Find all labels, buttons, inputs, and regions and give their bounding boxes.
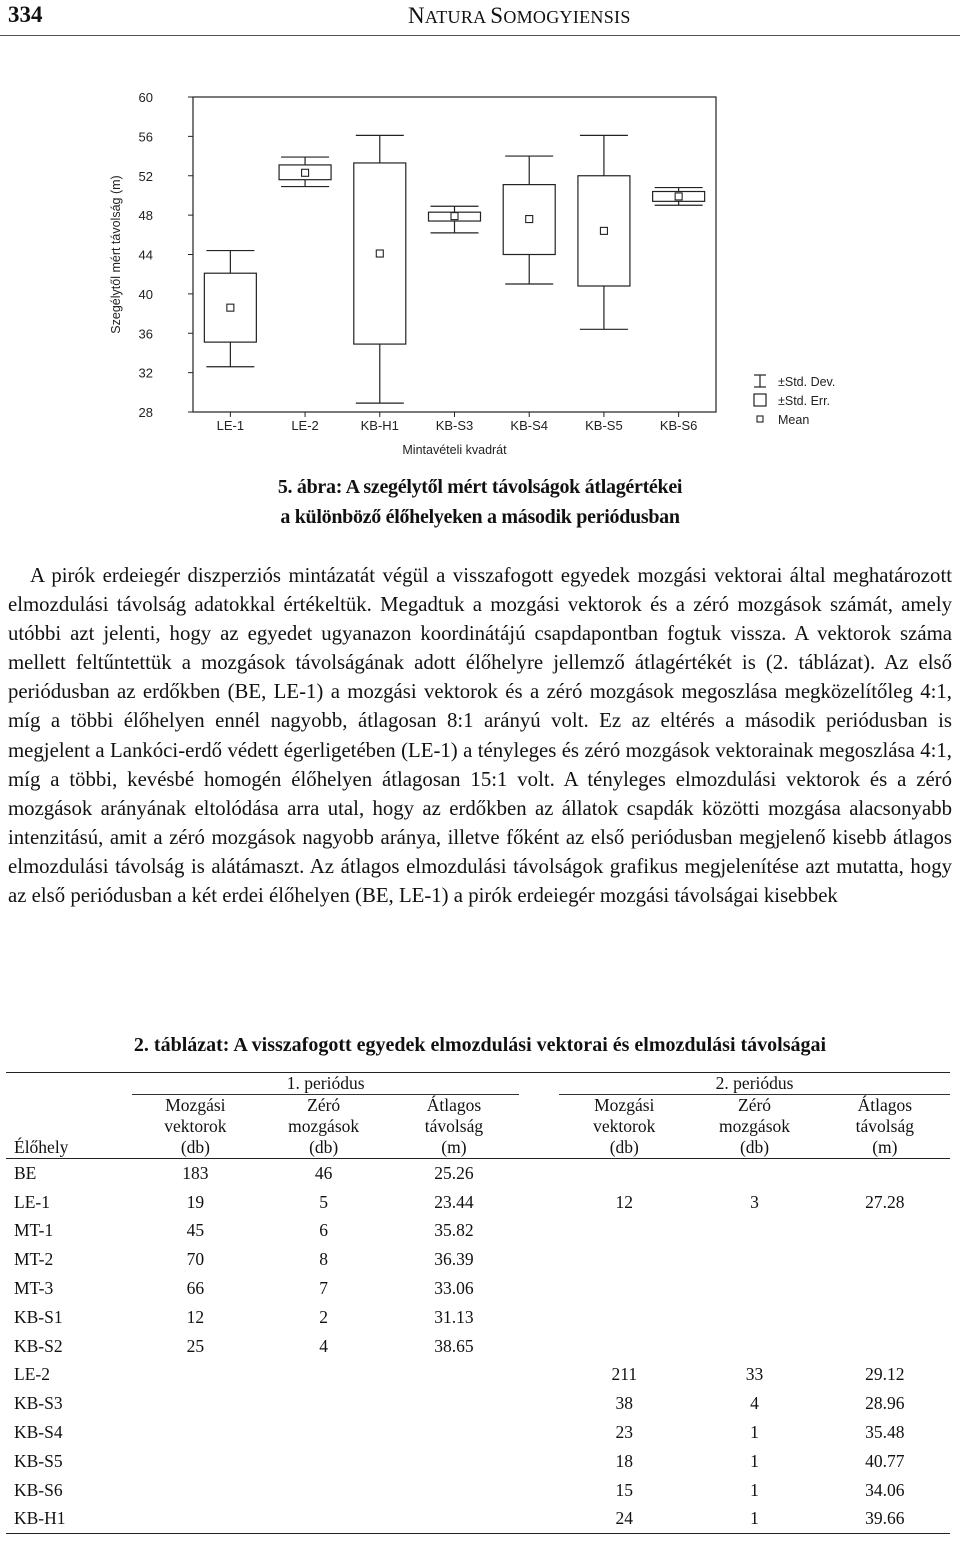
period-1-header: 1. periódus bbox=[132, 1073, 519, 1095]
cell-p1-zero bbox=[259, 1447, 389, 1476]
journal-title bbox=[408, 3, 631, 29]
table-row bbox=[6, 1505, 950, 1534]
table-row bbox=[6, 1217, 950, 1246]
cell-p2-zero: 1 bbox=[750, 1422, 759, 1443]
col-zero-header: (db) bbox=[259, 1137, 389, 1159]
cell-p2-vectors bbox=[559, 1159, 689, 1188]
y-tick-label: 52 bbox=[138, 168, 153, 184]
gap bbox=[519, 1274, 559, 1303]
cell-p2-avg: 29.12 bbox=[865, 1364, 905, 1385]
cell-p2-vectors bbox=[559, 1245, 689, 1274]
col-vectors-header: vektorok bbox=[164, 1116, 227, 1136]
journal-title-part-2: OMOGYIENSIS bbox=[503, 7, 631, 27]
cell-p2-zero: 1 bbox=[750, 1479, 759, 1500]
mean-marker bbox=[376, 250, 383, 257]
col-avg-header: Átlagos bbox=[426, 1095, 482, 1115]
header-cell-gap bbox=[519, 1116, 559, 1137]
cell-p2-avg: 28.96 bbox=[865, 1393, 905, 1414]
y-tick-label: 28 bbox=[138, 405, 153, 420]
cell-p2-vectors: 15 bbox=[615, 1479, 634, 1500]
cell-p1-zero: 4 bbox=[319, 1335, 329, 1356]
cell-habitat: KB-S4 bbox=[14, 1422, 63, 1443]
cell-p2-zero: 3 bbox=[750, 1191, 759, 1212]
cell-p1-avg bbox=[389, 1505, 519, 1534]
figure-caption-line-2: a különböző élőhelyeken a második periódusban bbox=[280, 506, 680, 528]
gap bbox=[519, 1245, 559, 1274]
data-table bbox=[6, 1072, 950, 1534]
mean-marker bbox=[675, 193, 682, 200]
table-header-row-1 bbox=[6, 1095, 950, 1117]
cell-p1-avg bbox=[389, 1476, 519, 1505]
x-tick-label: KB-S3 bbox=[435, 418, 474, 433]
cell-p2-zero: 33 bbox=[745, 1364, 764, 1385]
page-header bbox=[0, 0, 960, 36]
gap bbox=[519, 1418, 559, 1447]
gap bbox=[519, 1505, 559, 1534]
cell-p1-zero bbox=[259, 1418, 389, 1447]
gap bbox=[519, 1447, 559, 1476]
cell-p2-zero: 1 bbox=[750, 1450, 759, 1471]
y-tick-label: 44 bbox=[138, 247, 153, 263]
col-vectors-header: (db) bbox=[132, 1137, 258, 1159]
cell-p1-zero bbox=[259, 1389, 389, 1418]
gap bbox=[519, 1188, 559, 1217]
y-tick-label: 60 bbox=[138, 90, 153, 105]
header-cell-gap bbox=[519, 1073, 559, 1095]
table-title: 2. táblázat: A visszafogott egyedek elmozdulási vektorai és elmozdulási távolságai bbox=[133, 1034, 827, 1056]
y-tick-label: 32 bbox=[138, 365, 153, 381]
plot-frame bbox=[193, 97, 716, 412]
x-tick-label: LE-2 bbox=[291, 418, 319, 433]
cell-p1-avg: 25.26 bbox=[434, 1162, 474, 1183]
y-tick-label: 40 bbox=[138, 286, 153, 302]
table-row bbox=[6, 1447, 950, 1476]
cell-p1-zero: 2 bbox=[319, 1306, 329, 1327]
cell-habitat: MT-2 bbox=[14, 1249, 54, 1270]
header-cell-gap bbox=[519, 1095, 559, 1117]
cell-habitat: LE-2 bbox=[14, 1364, 50, 1385]
cell-p2-zero bbox=[689, 1217, 819, 1246]
cell-p2-zero bbox=[689, 1303, 819, 1332]
journal-title-initial-2: S bbox=[490, 3, 504, 28]
cell-p1-vectors: 12 bbox=[186, 1306, 205, 1327]
cell-p1-vectors: 66 bbox=[186, 1278, 205, 1299]
cell-p2-zero bbox=[689, 1332, 819, 1361]
cell-habitat: KB-S1 bbox=[14, 1306, 63, 1327]
header-cell-empty bbox=[6, 1073, 132, 1095]
page-number: 334 bbox=[8, 2, 43, 27]
cell-p1-vectors bbox=[132, 1476, 258, 1505]
cell-p2-zero bbox=[689, 1245, 819, 1274]
col-avg-header: (m) bbox=[389, 1137, 519, 1159]
gap bbox=[519, 1332, 559, 1361]
cell-p2-vectors: 18 bbox=[615, 1450, 634, 1471]
cell-p1-zero: 6 bbox=[319, 1220, 329, 1241]
table-row bbox=[6, 1188, 950, 1217]
col-avg-header: távolság bbox=[424, 1116, 484, 1136]
cell-p1-avg bbox=[389, 1389, 519, 1418]
cell-p1-zero: 5 bbox=[319, 1191, 329, 1212]
header-cell-empty bbox=[6, 1095, 132, 1117]
table-body bbox=[6, 1159, 950, 1534]
table-row bbox=[6, 1389, 950, 1418]
col-habitat-header: Élőhely bbox=[6, 1137, 132, 1159]
cell-p1-vectors bbox=[132, 1447, 258, 1476]
cell-p2-vectors: 38 bbox=[615, 1393, 634, 1414]
cell-p1-avg: 23.44 bbox=[434, 1191, 474, 1212]
cell-p2-vectors bbox=[559, 1303, 689, 1332]
cell-p2-avg: 34.06 bbox=[865, 1479, 905, 1500]
cell-p2-vectors bbox=[559, 1217, 689, 1246]
cell-p2-avg bbox=[820, 1332, 950, 1361]
x-tick-label: KB-S4 bbox=[510, 418, 549, 433]
x-axis-label: Mintavételi kvadrát bbox=[402, 443, 507, 457]
table-row bbox=[6, 1332, 950, 1361]
legend-se-box bbox=[754, 394, 766, 406]
cell-p2-avg bbox=[820, 1217, 950, 1246]
cell-p2-avg bbox=[820, 1245, 950, 1274]
cell-habitat: KB-H1 bbox=[6, 1505, 132, 1534]
mean-marker bbox=[302, 169, 309, 176]
cell-habitat: MT-3 bbox=[14, 1278, 54, 1299]
cell-p2-vectors bbox=[559, 1274, 689, 1303]
col-vectors-header: vektorok bbox=[593, 1116, 656, 1136]
cell-p2-avg: 35.48 bbox=[865, 1422, 905, 1443]
box-plot-chart bbox=[0, 70, 960, 470]
cell-p1-avg bbox=[389, 1447, 519, 1476]
cell-habitat: KB-S2 bbox=[14, 1335, 63, 1356]
y-tick-label: 36 bbox=[138, 326, 153, 342]
mean-marker bbox=[526, 216, 533, 223]
table-row bbox=[6, 1159, 950, 1188]
cell-p1-zero bbox=[259, 1505, 389, 1534]
cell-p2-vectors bbox=[559, 1332, 689, 1361]
cell-p2-vectors: 23 bbox=[615, 1422, 634, 1443]
legend-mean-marker bbox=[757, 416, 763, 422]
col-vectors-header: Mozgási bbox=[165, 1095, 226, 1115]
table-row bbox=[6, 1418, 950, 1447]
cell-habitat: KB-S5 bbox=[14, 1450, 63, 1471]
cell-p1-zero: 8 bbox=[319, 1249, 329, 1270]
table-row bbox=[6, 1274, 950, 1303]
cell-p1-zero: 7 bbox=[319, 1278, 329, 1299]
cell-p1-avg: 36.39 bbox=[434, 1249, 474, 1270]
cell-p2-avg: 40.77 bbox=[865, 1450, 905, 1471]
cell-p2-zero bbox=[689, 1159, 819, 1188]
gap bbox=[519, 1476, 559, 1505]
cell-p1-avg bbox=[389, 1361, 519, 1390]
cell-habitat: KB-S3 bbox=[14, 1393, 63, 1414]
cell-habitat: BE bbox=[14, 1162, 37, 1183]
cell-p1-avg: 38.65 bbox=[434, 1335, 474, 1356]
gap bbox=[519, 1217, 559, 1246]
cell-p1-vectors: 19 bbox=[186, 1191, 205, 1212]
gap bbox=[519, 1389, 559, 1418]
cell-p1-zero bbox=[259, 1476, 389, 1505]
cell-p1-zero bbox=[259, 1361, 389, 1390]
cell-p2-vectors: 211 bbox=[611, 1364, 638, 1385]
journal-title-part: ATURA bbox=[424, 7, 491, 27]
table-row bbox=[6, 1476, 950, 1505]
cell-p1-avg bbox=[389, 1418, 519, 1447]
col-zero-header: mozgások bbox=[288, 1116, 360, 1136]
cell-p1-vectors bbox=[132, 1505, 258, 1534]
cell-p2-zero bbox=[689, 1274, 819, 1303]
x-tick-label: KB-S6 bbox=[659, 418, 698, 433]
table-row bbox=[6, 1245, 950, 1274]
cell-p1-vectors: 45 bbox=[186, 1220, 205, 1241]
col-zero-header: mozgások bbox=[719, 1116, 791, 1136]
cell-p2-vectors: 12 bbox=[615, 1191, 634, 1212]
cell-p1-vectors: 183 bbox=[182, 1162, 209, 1183]
cell-habitat: MT-1 bbox=[14, 1220, 54, 1241]
mean-marker bbox=[600, 227, 607, 234]
table-header-row-2 bbox=[6, 1116, 950, 1137]
cell-p1-vectors bbox=[132, 1361, 258, 1390]
cell-p1-vectors bbox=[132, 1389, 258, 1418]
cell-p2-avg bbox=[820, 1159, 950, 1188]
cell-p2-zero: 4 bbox=[750, 1393, 759, 1414]
col-zero-header: (db) bbox=[689, 1137, 819, 1159]
table-row bbox=[6, 1361, 950, 1390]
legend-label: Mean bbox=[778, 413, 810, 427]
cell-p2-avg bbox=[820, 1303, 950, 1332]
legend-label: ±Std. Err. bbox=[778, 394, 831, 408]
col-avg-header: távolság bbox=[855, 1116, 914, 1136]
gap bbox=[519, 1303, 559, 1332]
col-vectors-header: (db) bbox=[559, 1137, 689, 1159]
gap bbox=[519, 1159, 559, 1188]
y-axis-label: Szegélytől mért távolság (m) bbox=[109, 175, 123, 334]
col-zero-header: Zéró bbox=[738, 1095, 772, 1115]
legend-label: ±Std. Dev. bbox=[778, 375, 836, 389]
cell-habitat: LE-1 bbox=[14, 1191, 50, 1212]
header-rule bbox=[0, 35, 960, 36]
col-avg-header: (m) bbox=[820, 1137, 950, 1159]
cell-p2-avg bbox=[820, 1274, 950, 1303]
gap bbox=[519, 1361, 559, 1390]
mean-marker bbox=[227, 304, 234, 311]
y-tick-label: 48 bbox=[138, 208, 153, 224]
y-tick-label: 56 bbox=[138, 129, 153, 145]
cell-p2-avg: 39.66 bbox=[820, 1505, 950, 1534]
cell-habitat: KB-S6 bbox=[14, 1479, 63, 1500]
cell-p1-avg: 35.82 bbox=[434, 1220, 474, 1241]
cell-p1-vectors: 70 bbox=[186, 1249, 205, 1270]
figure-caption-line-1: 5. ábra: A szegélytől mért távolságok átlagértékei bbox=[277, 476, 683, 498]
table-period-header-row bbox=[6, 1073, 950, 1095]
mean-marker bbox=[451, 213, 458, 220]
body-paragraph: A pirók erdeiegér diszperziós mintázatát végül a visszafogott egyedek mozgási vektorai által meghatározott elmozdulási távolság adatokkal értékeltük. Megadtuk a mozgási vektorok és a zéró mozgások számát, amely utóbbi azt jelenti, hogy az egyedet ugyanazon koordinátájú csapdapontban fogtuk vissza. A vektorok száma mellett feltűntettük a mozgások távolságának adott élőhelyre jellemző átlagértékét is (2. táblázat). Az első periódusban az erdőkben (BE, LE-1) a mozgási vektorok és a zéró mozgások megoszlása megközelítőleg 4:1, míg a többi élőhelyen ennél nagyobb, átlagosan 8:1 arányú volt. Ez az eltérés a második periódusban is megjelent a Lankóci-erdő védett égerligetében (LE-1) a tényleges és zéró mozgások vektorainak megoszlása 4:1, míg a többi, kevésbé homogén élőhelyen átlagosan 15:1 volt. A tényleges elmozdulási vektorok és a zéró mozgások arányának eltolódása arra utal, hogy az erdőkben az állatok csapdák közötti mozgása alacsonyabb intenzitású, amit a zéró mozgások nagyobb aránya, illetve főként az első periódusban megjelenő kisebb átlagos elmozdulási távolság is alátámaszt. Az átlagos elmozdulási távolságok grafikus megjelenítése azt mutatta, hogy az első periódusban a két erdei élőhelyen (BE, LE-1) a pirók erdeiegér mozgási távolságai kisebbek bbox=[8, 564, 952, 908]
period-2-header: 2. periódus bbox=[559, 1073, 950, 1095]
header-cell-gap bbox=[519, 1137, 559, 1159]
cell-p2-zero: 1 bbox=[689, 1505, 819, 1534]
col-avg-header: Átlagos bbox=[857, 1095, 913, 1115]
cell-p2-vectors: 24 bbox=[559, 1505, 689, 1534]
header-cell-empty bbox=[6, 1116, 132, 1137]
x-tick-label: KB-S5 bbox=[585, 418, 623, 433]
x-tick-label: KB-H1 bbox=[360, 418, 399, 433]
cell-p1-vectors bbox=[132, 1418, 258, 1447]
col-zero-header: Zéró bbox=[307, 1095, 341, 1115]
cell-p1-zero: 46 bbox=[314, 1162, 333, 1183]
journal-title-initial: N bbox=[408, 3, 425, 28]
cell-p2-avg: 27.28 bbox=[865, 1191, 905, 1212]
cell-p1-vectors: 25 bbox=[186, 1335, 205, 1356]
table-header-row-3 bbox=[6, 1137, 950, 1159]
cell-p1-avg: 33.06 bbox=[434, 1278, 474, 1299]
table-row bbox=[6, 1303, 950, 1332]
col-vectors-header: Mozgási bbox=[594, 1095, 655, 1115]
cell-p1-avg: 31.13 bbox=[434, 1306, 474, 1327]
x-tick-label: LE-1 bbox=[216, 418, 245, 433]
